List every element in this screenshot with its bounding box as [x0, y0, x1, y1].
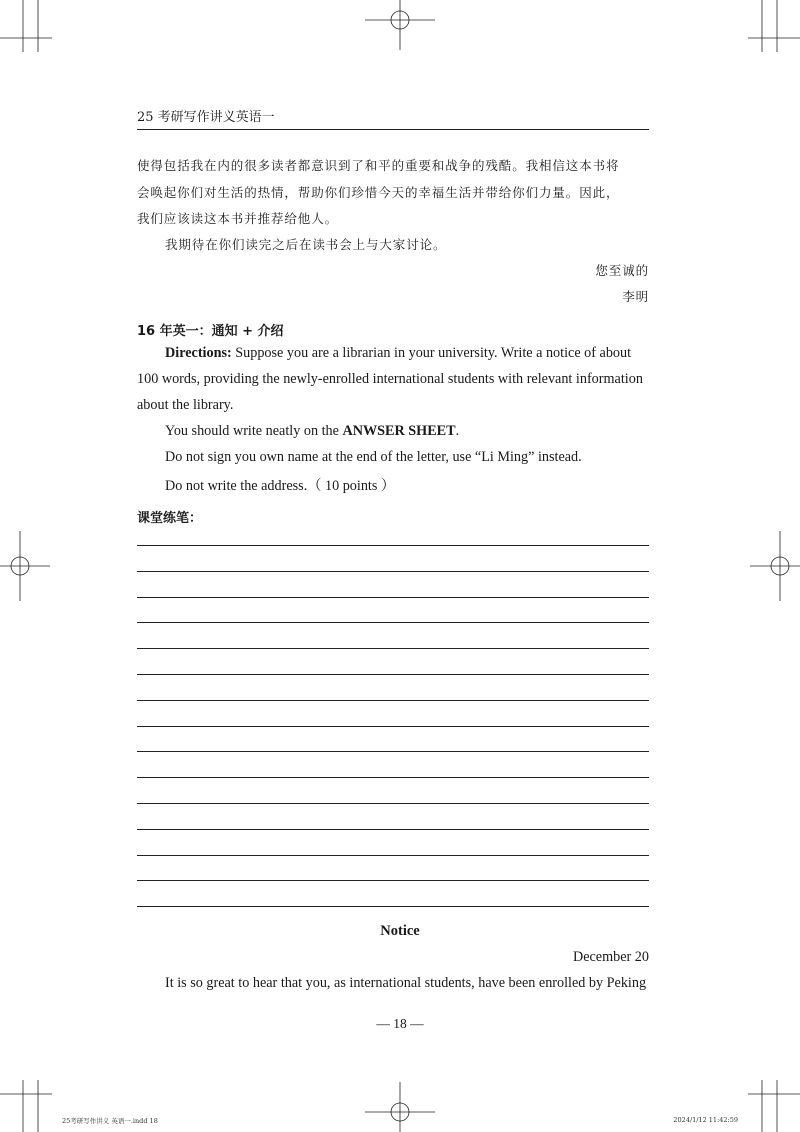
registration-mark-right: [750, 531, 800, 601]
section-heading: 16 年英一：通知 + 介绍: [137, 324, 284, 339]
letter-line: 使得包括我在内的很多读者都意识到了和平的重要和战争的残酷。我相信这本书将: [137, 158, 620, 173]
instruction-1: [165, 423, 459, 440]
writing-line: [137, 545, 649, 546]
file-slug: 25考研写作讲义 英语一.indd 18: [62, 1117, 158, 1125]
notice-first-line: It is so great to hear that you, as international students, have been enrolled by Peking: [165, 975, 647, 991]
registration-mark-top: [365, 0, 435, 50]
writing-line: [137, 751, 649, 752]
writing-line: [137, 597, 649, 598]
directions-line-3: about the library.: [137, 397, 234, 413]
instruction-3: Do not write the address.（ 10 points ）: [165, 478, 396, 494]
letter-line: 我期待在你们读完之后在读书会上与大家讨论。: [165, 237, 447, 252]
writing-line: [137, 829, 649, 830]
writing-line: [137, 622, 649, 623]
writing-line: [137, 571, 649, 572]
writing-line: [137, 880, 649, 881]
instruction-1-pre: You should write neatly on the: [165, 423, 343, 439]
registration-mark-left: [0, 531, 50, 601]
print-timestamp: 2024/1/12 11:42:59: [673, 1116, 738, 1124]
writing-line: [137, 700, 649, 701]
writing-line: [137, 855, 649, 856]
notice-title: Notice: [380, 923, 420, 939]
writing-line: [137, 648, 649, 649]
instruction-1-post: .: [455, 423, 460, 439]
writing-line: [137, 674, 649, 675]
writing-line: [137, 906, 649, 907]
writing-line: [137, 726, 649, 727]
directions-label: Directions:: [165, 345, 232, 361]
directions-line-1: [165, 345, 631, 362]
directions-text: Suppose you are a librarian in your university. Write a notice of about: [235, 345, 632, 361]
letter-signature: 李明: [622, 289, 649, 304]
instruction-2: Do not sign you own name at the end of the letter, use “Li Ming” instead.: [165, 449, 582, 465]
registration-mark-bottom: [365, 1082, 435, 1132]
header-rule: [137, 129, 649, 130]
instruction-1-bold: ANWSER SHEET: [342, 423, 456, 439]
notice-date: December 20: [572, 949, 649, 965]
letter-closing: 您至诚的: [595, 263, 649, 278]
letter-line: 我们应该读这本书并推荐给他人。: [137, 211, 339, 226]
directions-line-2: 100 words, providing the newly-enrolled international students with relevant information: [137, 371, 643, 387]
page-number: — 18 —: [376, 1016, 424, 1031]
writing-line: [137, 777, 649, 778]
running-header: 25 考研写作讲义英语一: [137, 110, 275, 125]
writing-line: [137, 803, 649, 804]
letter-line: 会唤起你们对生活的热情，帮助你们珍惜今天的幸福生活并带给你们力量。因此，: [137, 185, 620, 200]
practice-heading: 课堂练笔：: [137, 511, 203, 526]
